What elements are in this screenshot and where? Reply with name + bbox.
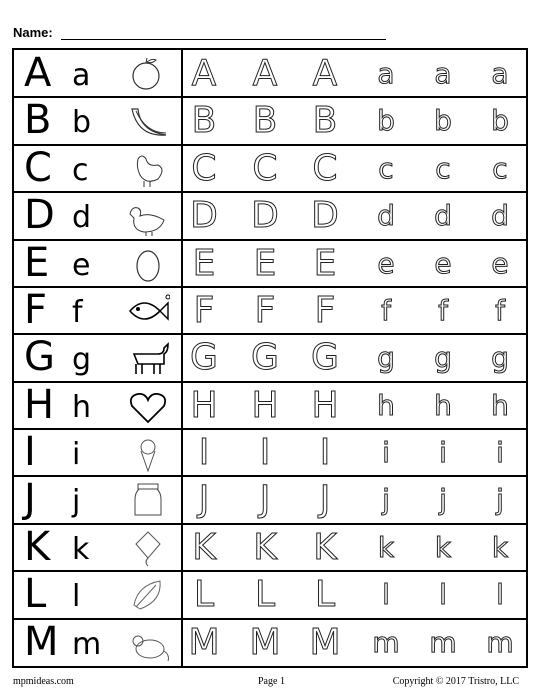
trace-uppercase-letter[interactable]: C [191,147,217,189]
banana-icon [126,101,170,141]
trace-lowercase-letter[interactable]: a [491,57,509,90]
trace-uppercase-letter[interactable]: M [188,621,220,663]
trace-uppercase-letter[interactable]: D [190,195,218,237]
trace-lowercase-letter[interactable]: e [434,246,452,280]
jar-icon [126,480,170,520]
goat-icon [126,338,170,378]
lowercase-letter: b [72,105,92,141]
letter-row-b [14,97,526,144]
trace-lowercase-letter[interactable]: c [492,151,508,185]
trace-lowercase-letter[interactable]: i [496,436,504,470]
name-blank-line[interactable] [61,39,386,40]
trace-uppercase-letter[interactable]: K [253,526,277,568]
uppercase-letter: C [24,144,52,191]
trace-lowercase-letter[interactable]: g [491,341,509,375]
trace-uppercase-letter[interactable]: L [193,574,215,616]
trace-uppercase-letter[interactable]: J [319,479,331,521]
letter-row-j [14,476,526,523]
trace-lowercase-letter[interactable]: c [435,151,451,185]
letter-row-h [14,382,526,429]
lowercase-letter: a [72,58,91,93]
trace-lowercase-letter[interactable]: g [377,341,395,375]
trace-lowercase-letter[interactable]: e [377,246,395,280]
tracing-sheet [12,48,528,668]
trace-lowercase-letter[interactable]: j [439,483,447,517]
trace-uppercase-letter[interactable]: K [313,526,337,568]
letter-row-l [14,571,526,618]
trace-uppercase-letter[interactable]: A [252,53,278,94]
trace-uppercase-letter[interactable]: K [192,526,216,568]
uppercase-letter: J [24,476,36,523]
trace-lowercase-letter[interactable]: h [434,388,452,422]
uppercase-letter: A [24,50,52,96]
uppercase-letter: D [24,192,55,239]
trace-lowercase-letter[interactable]: j [382,483,390,517]
trace-lowercase-letter[interactable]: a [434,57,452,90]
trace-uppercase-letter[interactable]: G [251,337,279,379]
letter-row-c [14,145,526,192]
trace-uppercase-letter[interactable]: L [314,574,336,616]
chicken-icon [126,149,170,189]
letter-row-d [14,192,526,239]
letter-row-g [14,334,526,381]
trace-lowercase-letter[interactable]: j [496,483,504,517]
trace-uppercase-letter[interactable]: D [311,195,339,237]
trace-uppercase-letter[interactable]: I [319,432,331,474]
lowercase-letter: d [72,200,92,236]
trace-uppercase-letter[interactable]: L [254,574,276,616]
letter-row-e [14,240,526,287]
fish-icon [126,291,170,331]
trace-lowercase-letter[interactable]: i [382,436,390,470]
trace-uppercase-letter[interactable]: G [190,337,218,379]
trace-uppercase-letter[interactable]: F [254,289,276,331]
trace-uppercase-letter[interactable]: A [312,53,338,94]
trace-lowercase-letter[interactable]: l [496,578,504,612]
trace-uppercase-letter[interactable]: E [192,242,216,284]
trace-uppercase-letter[interactable]: H [190,384,218,426]
uppercase-letter: B [24,97,52,144]
trace-uppercase-letter[interactable]: J [198,479,210,521]
trace-lowercase-letter[interactable]: h [377,388,395,422]
lowercase-letter: f [72,294,83,330]
trace-uppercase-letter[interactable]: M [249,621,281,663]
letter-row-f [14,287,526,334]
leaf-icon [126,575,170,615]
trace-uppercase-letter[interactable]: I [259,432,271,474]
lowercase-letter: h [72,389,92,425]
trace-lowercase-letter[interactable]: k [491,530,509,564]
trace-lowercase-letter[interactable]: b [434,104,452,138]
trace-uppercase-letter[interactable]: D [251,195,279,237]
mouse-icon [126,623,170,663]
trace-uppercase-letter[interactable]: M [309,621,341,663]
trace-lowercase-letter[interactable]: k [377,530,395,564]
kite-icon [126,528,170,568]
trace-lowercase-letter[interactable]: k [434,530,452,564]
uppercase-letter: M [24,618,59,665]
uppercase-letter: G [24,334,55,381]
trace-lowercase-letter[interactable]: f [495,293,505,327]
trace-lowercase-letter[interactable]: m [429,625,457,659]
trace-lowercase-letter[interactable]: a [377,57,395,90]
name-label: Name: [13,25,53,40]
trace-uppercase-letter[interactable]: H [251,384,279,426]
trace-lowercase-letter[interactable]: d [434,199,452,233]
trace-uppercase-letter[interactable]: A [191,53,217,94]
trace-lowercase-letter[interactable]: b [491,104,509,138]
duck-icon [126,196,170,236]
letter-row-k [14,524,526,571]
lowercase-letter: k [72,531,90,567]
egg-icon [126,244,170,284]
trace-uppercase-letter[interactable]: B [312,100,338,142]
trace-lowercase-letter[interactable]: f [438,293,448,327]
uppercase-letter: K [24,523,51,570]
ice-cream-icon [126,433,170,473]
trace-lowercase-letter[interactable]: i [439,436,447,470]
lowercase-letter: j [72,484,81,520]
trace-uppercase-letter[interactable]: E [253,242,277,284]
trace-lowercase-letter[interactable]: g [434,341,452,375]
heart-icon [126,386,170,426]
uppercase-letter: I [24,429,36,476]
trace-uppercase-letter[interactable]: E [313,242,337,284]
trace-lowercase-letter[interactable]: b [377,104,395,138]
letter-row-i [14,429,526,476]
lowercase-letter: m [72,626,102,662]
trace-uppercase-letter[interactable]: G [311,337,339,379]
trace-lowercase-letter[interactable]: m [486,625,514,659]
footer-copyright: Copyright © 2017 Tristro, LLC [392,676,519,687]
trace-lowercase-letter[interactable]: l [382,578,390,612]
trace-lowercase-letter[interactable]: d [491,199,509,233]
trace-uppercase-letter[interactable]: F [193,289,215,331]
trace-lowercase-letter[interactable]: m [372,625,400,659]
uppercase-letter: E [24,239,50,286]
trace-uppercase-letter[interactable]: B [191,100,217,142]
trace-lowercase-letter[interactable]: f [381,293,391,327]
lowercase-letter: l [72,579,81,615]
trace-uppercase-letter[interactable]: B [252,100,278,142]
trace-uppercase-letter[interactable]: C [252,147,278,189]
lowercase-letter: e [72,247,91,283]
trace-lowercase-letter[interactable]: d [377,199,395,233]
footer-site: mpmideas.com [13,676,74,687]
uppercase-letter: L [24,571,47,618]
trace-uppercase-letter[interactable]: H [311,384,339,426]
trace-lowercase-letter[interactable]: h [491,388,509,422]
lowercase-letter: i [72,437,81,473]
trace-lowercase-letter[interactable]: e [491,246,509,280]
footer-page: Page 1 [258,676,285,687]
trace-uppercase-letter[interactable]: I [198,432,210,474]
lowercase-letter: c [72,152,89,188]
uppercase-letter: H [24,381,55,428]
trace-uppercase-letter[interactable]: C [312,147,338,189]
letter-row-m [14,619,526,666]
trace-lowercase-letter[interactable]: c [378,151,394,185]
name-row [13,24,383,44]
letter-row-a [14,50,526,97]
uppercase-letter: F [24,286,48,333]
trace-uppercase-letter[interactable]: F [314,289,336,331]
lowercase-letter: g [72,342,92,378]
trace-uppercase-letter[interactable]: J [259,479,271,521]
trace-lowercase-letter[interactable]: l [439,578,447,612]
apple-icon [126,54,170,94]
